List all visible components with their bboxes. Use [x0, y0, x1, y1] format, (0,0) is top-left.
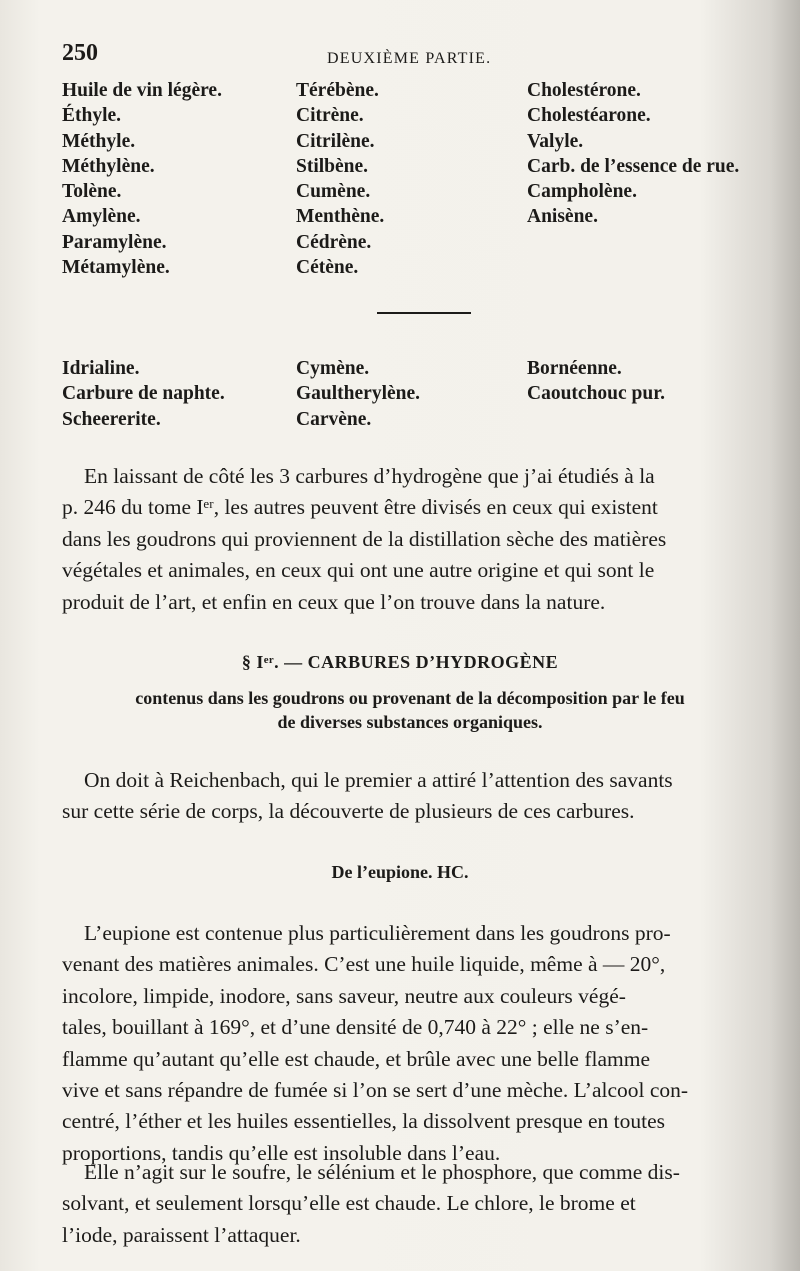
list-item: Idrialine. — [62, 358, 140, 379]
carbide-list-2 — [62, 356, 762, 436]
text-line: centré, l’éther et les huiles essentielles, la dissolvent presque en toutes — [62, 1109, 666, 1134]
text-line-content: Elle n’agit sur le soufre, le sélénium et le phosphore, que comme dis- — [84, 1160, 680, 1184]
section-title: § Iᵉʳ. — CARBURES D’HYDROGÈNE — [241, 652, 559, 672]
text-line: proportions, tandis qu’elle est insoluble dans l’eau. — [62, 1140, 501, 1165]
list-item: Paramylène. — [62, 231, 167, 253]
list-item: Stilbène. — [296, 155, 369, 177]
list-item: Scheererite. — [62, 408, 161, 430]
list-item: Menthène. — [296, 206, 385, 228]
subtitle-line: contenus dans les goudrons ou provenant de la décomposition par le feu — [135, 688, 685, 708]
text-line — [62, 918, 762, 949]
list-item: Gaultherylène. — [296, 383, 421, 405]
running-head: DEUXIÈME PARTIE. — [327, 50, 492, 67]
subheading-eupione: De l’eupione. HC. — [331, 862, 469, 882]
text-line: tales, bouillant à 169°, et d’une densité de 0,740 à 22° ; elle ne s’en- — [62, 1015, 649, 1040]
text-line: p. 246 du tome Iᵉʳ, les autres peuvent être divisés en ceux qui existent — [62, 495, 658, 520]
text-line — [62, 765, 762, 796]
list-item: Tolène. — [62, 181, 122, 203]
list-item: Cymène. — [296, 358, 370, 379]
list-item: Cédrène. — [296, 231, 372, 253]
list1-column-3 — [527, 78, 739, 230]
list2-column-3 — [527, 356, 665, 407]
list2-column-1 — [62, 356, 225, 432]
list-item: Campholène. — [527, 181, 637, 203]
section-divider — [377, 312, 471, 314]
list-item: Huile de vin légère. — [62, 80, 222, 101]
text-line — [62, 461, 762, 492]
section-subtitle — [70, 686, 750, 734]
list-item: Anisène. — [527, 206, 598, 228]
text-line: incolore, limpide, inodore, sans saveur, neutre aux couleurs végé- — [62, 983, 626, 1008]
text-line: venant des matières animales. C’est une huile liquide, même à — 20°, — [62, 952, 666, 977]
list-item: Citrène. — [296, 105, 364, 127]
list-item: Méthyle. — [62, 130, 136, 152]
text-line: végétales et animales, en ceux qui ont une autre origine et qui sont le — [62, 558, 655, 583]
text-line: flamme qu’autant qu’elle est chaude, et brûle avec une belle flamme — [62, 1046, 650, 1071]
paragraph-reactions — [62, 1157, 762, 1251]
carbide-list-1 — [62, 78, 762, 283]
list-item: Cumène. — [296, 181, 371, 203]
subtitle-line: de diverses substances organiques. — [277, 712, 543, 732]
list-item: Valyle. — [527, 130, 584, 152]
list-item: Térébène. — [296, 80, 379, 101]
list-item: Éthyle. — [62, 105, 122, 127]
page-number: 250 — [62, 40, 98, 66]
text-line: solvant, et seulement lorsqu’elle est chaude. Le chlore, le brome et — [62, 1191, 636, 1216]
text-line: l’iode, paraissent l’attaquer. — [62, 1222, 301, 1247]
list-item: Cholestéarone. — [527, 105, 651, 127]
list-item: Méthylène. — [62, 155, 155, 177]
list-item: Amylène. — [62, 206, 141, 228]
list-item: Métamylène. — [62, 257, 170, 279]
text-line: produit de l’art, et enfin en ceux que l’on trouve dans la nature. — [62, 589, 606, 614]
list-item: Carbure de naphte. — [62, 383, 225, 405]
list-item: Cholestérone. — [527, 80, 641, 101]
paragraph-eupione — [62, 918, 762, 1169]
text-line-content: En laissant de côté les 3 carbures d’hydrogène que j’ai étudiés à la — [84, 464, 655, 488]
paragraph-reichenbach — [62, 765, 762, 828]
text-line-content: On doit à Reichenbach, qui le premier a attiré l’attention des savants — [84, 768, 673, 792]
list-item: Caoutchouc pur. — [527, 383, 665, 405]
list1-column-1 — [62, 78, 222, 280]
list-item: Cétène. — [296, 257, 359, 279]
paragraph-classification — [62, 461, 762, 618]
text-line: sur cette série de corps, la découverte de plusieurs de ces carbures. — [62, 799, 635, 824]
text-line — [62, 1157, 762, 1188]
list-item: Bornéenne. — [527, 358, 622, 379]
list-item: Carb. de l’essence de rue. — [527, 155, 740, 177]
list-item: Carvène. — [296, 408, 372, 430]
text-line: dans les goudrons qui proviennent de la distillation sèche des matières — [62, 526, 667, 551]
list-item: Citrilène. — [296, 130, 375, 152]
text-line: vive et sans répandre de fumée si l’on se sert d’une mèche. L’alcool con- — [62, 1078, 689, 1103]
list1-column-2 — [296, 78, 384, 280]
text-line-content: L’eupione est contenue plus particulièrement dans les goudrons pro- — [84, 921, 671, 945]
list2-column-2 — [296, 356, 420, 432]
page-header — [62, 40, 742, 70]
